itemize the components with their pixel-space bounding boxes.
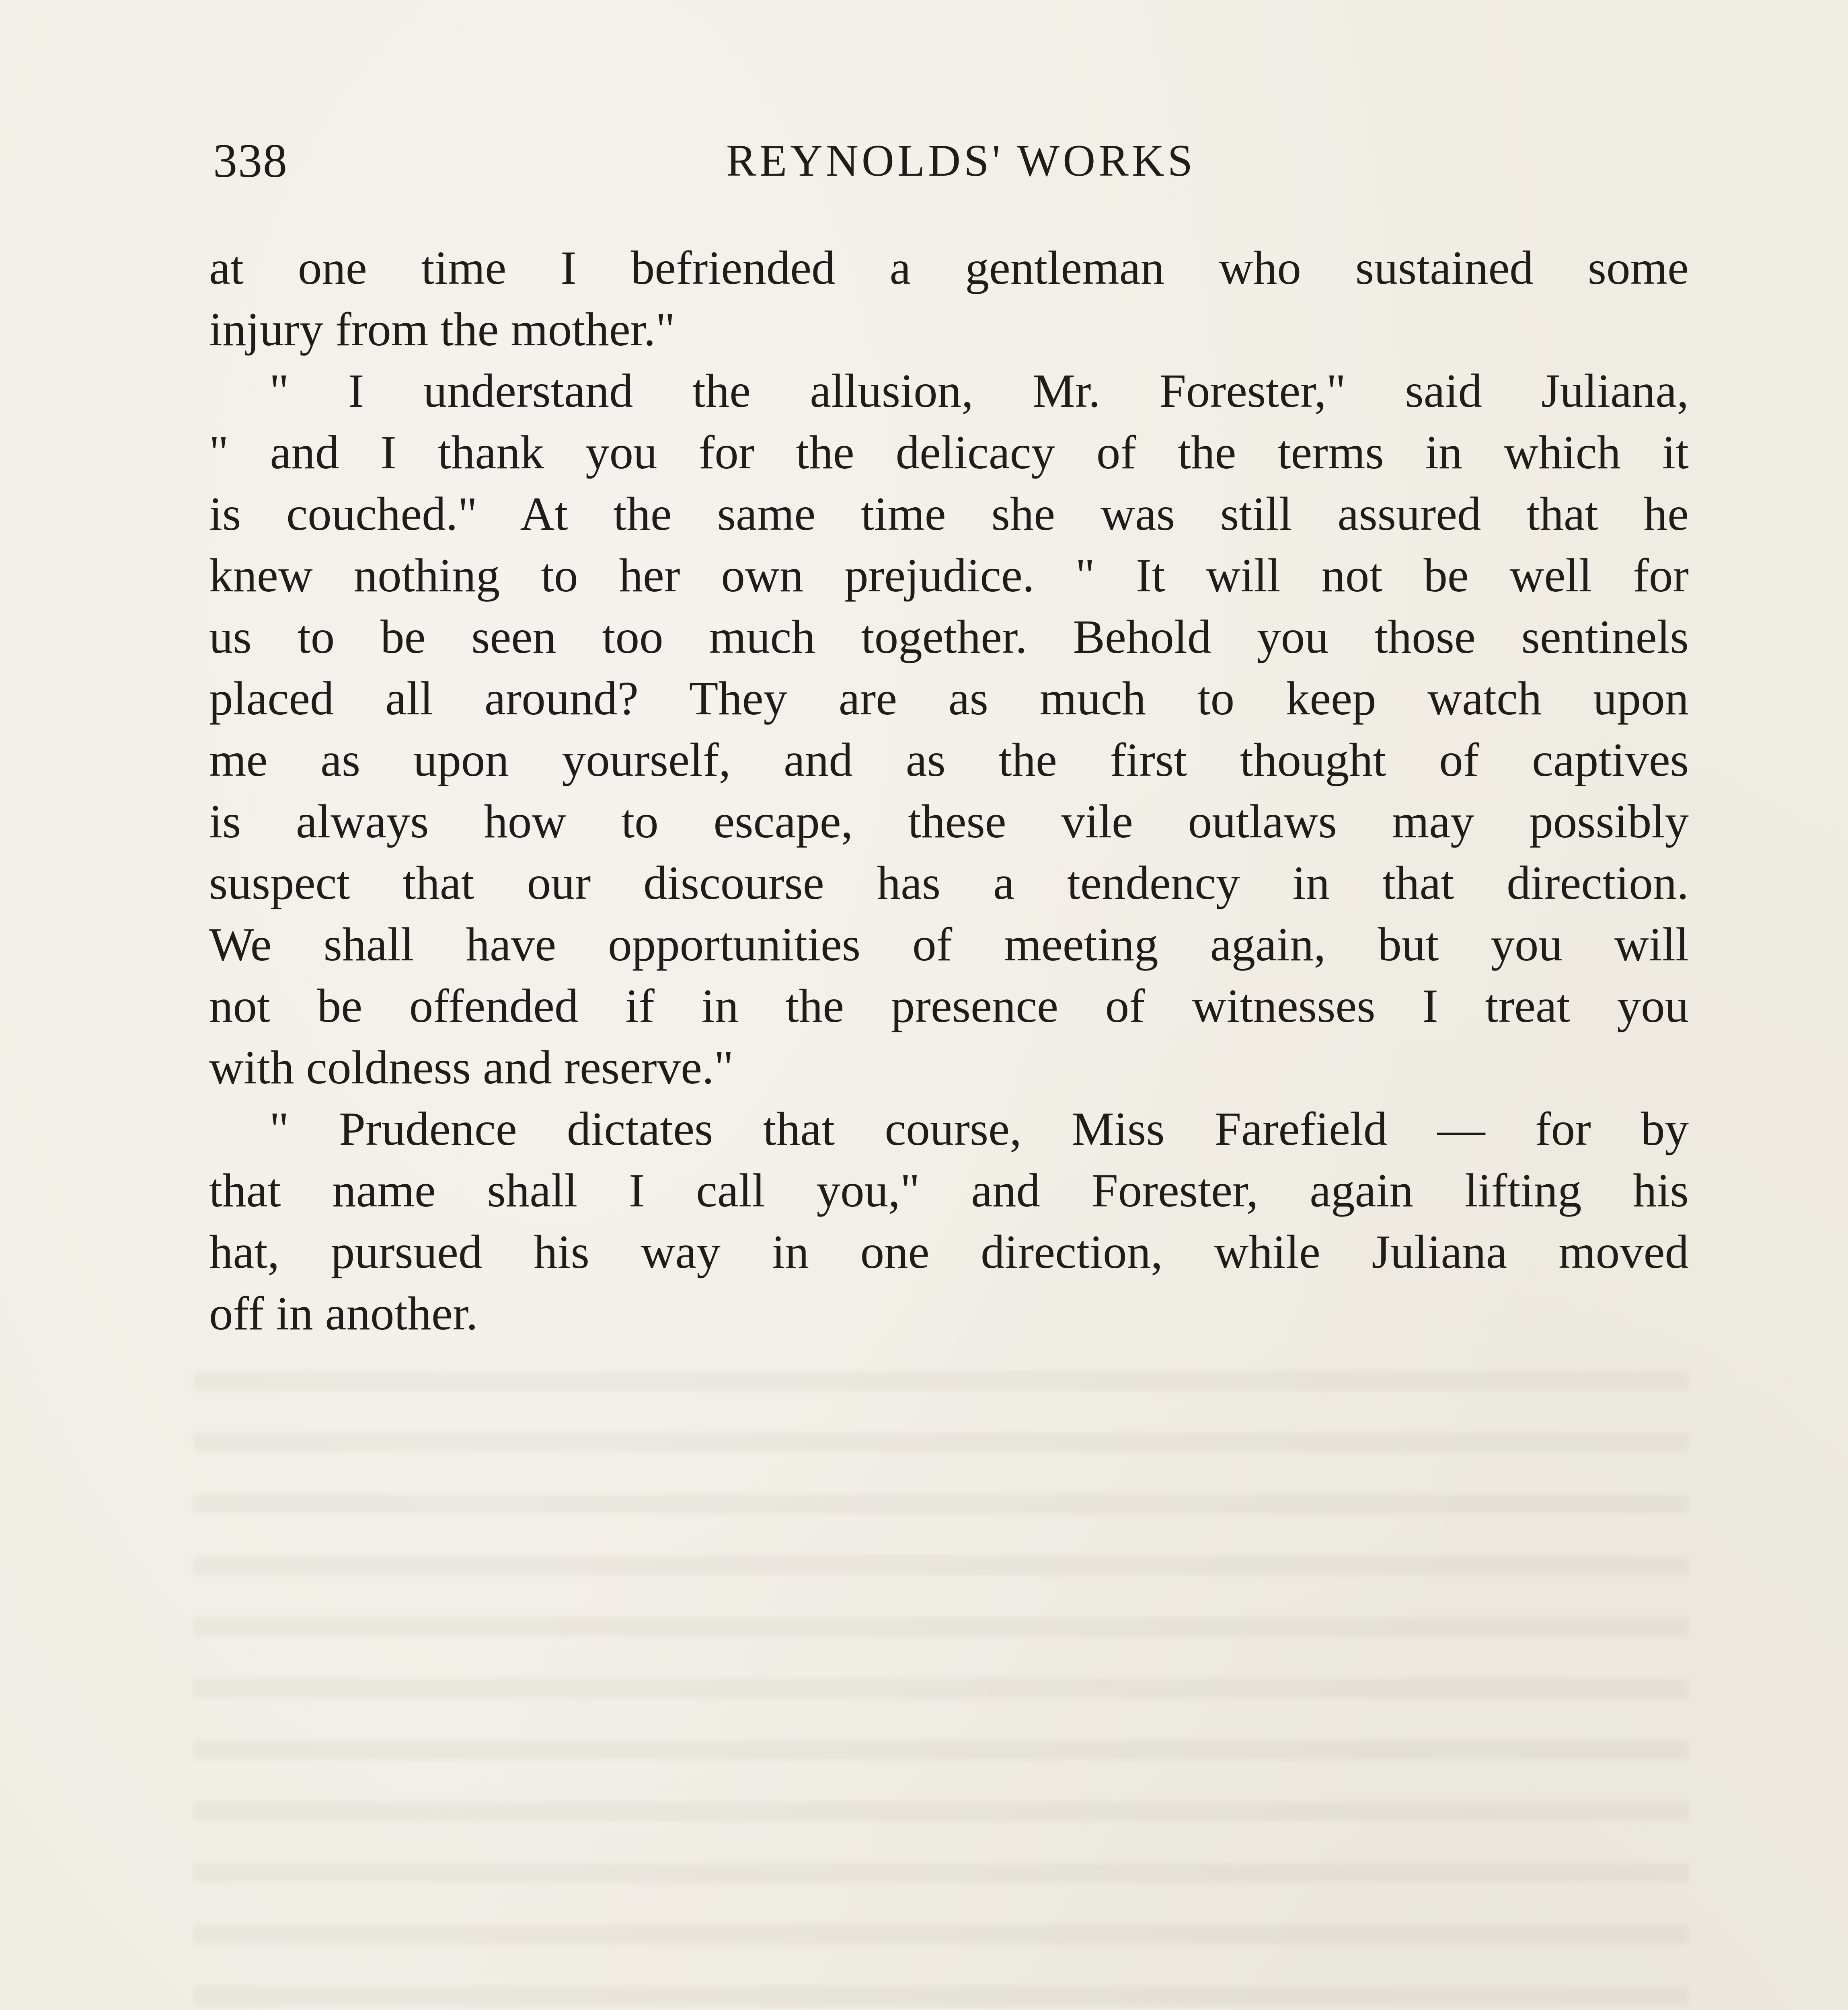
- text-line: with coldness and reserve.": [209, 1041, 734, 1094]
- show-through-text: [193, 1347, 1689, 2010]
- body-text: [209, 237, 1689, 1344]
- text-line: " and I thank you for the delicacy of the terms in which it: [209, 426, 1689, 479]
- text-line: " Prudence dictates that course, Miss Farefield — for by: [269, 1102, 1689, 1155]
- text-line: knew nothing to her own prejudice. " It will not be well for: [209, 549, 1689, 602]
- page-header: [213, 121, 1701, 201]
- text-line: at one time I befriended a gentleman who sustained some: [209, 241, 1689, 294]
- text-line: is couched." At the same time she was still assured that he: [209, 487, 1689, 540]
- text-line: that name shall I call you," and Forester, again lifting his: [209, 1164, 1689, 1217]
- text-line: not be offended if in the presence of witnesses I treat you: [209, 979, 1689, 1032]
- text-line: us to be seen too much together. Behold you those sentinels: [209, 610, 1689, 663]
- page-number: 338: [213, 134, 288, 187]
- text-line: hat, pursued his way in one direction, while Juliana moved: [209, 1225, 1689, 1278]
- text-line: We shall have opportunities of meeting again, but you will: [209, 918, 1689, 971]
- text-line: off in another.: [209, 1287, 478, 1340]
- text-line: placed all around? They are as much to keep watch upon: [209, 672, 1689, 725]
- text-line: suspect that our discourse has a tendency in that direction.: [209, 856, 1689, 909]
- text-line: " I understand the allusion, Mr. Forester," said Juliana,: [269, 364, 1689, 417]
- running-head: REYNOLDS' WORKS: [726, 136, 1196, 186]
- text-line: is always how to escape, these vile outlaws may possibly: [209, 795, 1689, 848]
- text-line: injury from the mother.": [209, 303, 676, 356]
- text-line: me as upon yourself, and as the first thought of captives: [209, 733, 1689, 786]
